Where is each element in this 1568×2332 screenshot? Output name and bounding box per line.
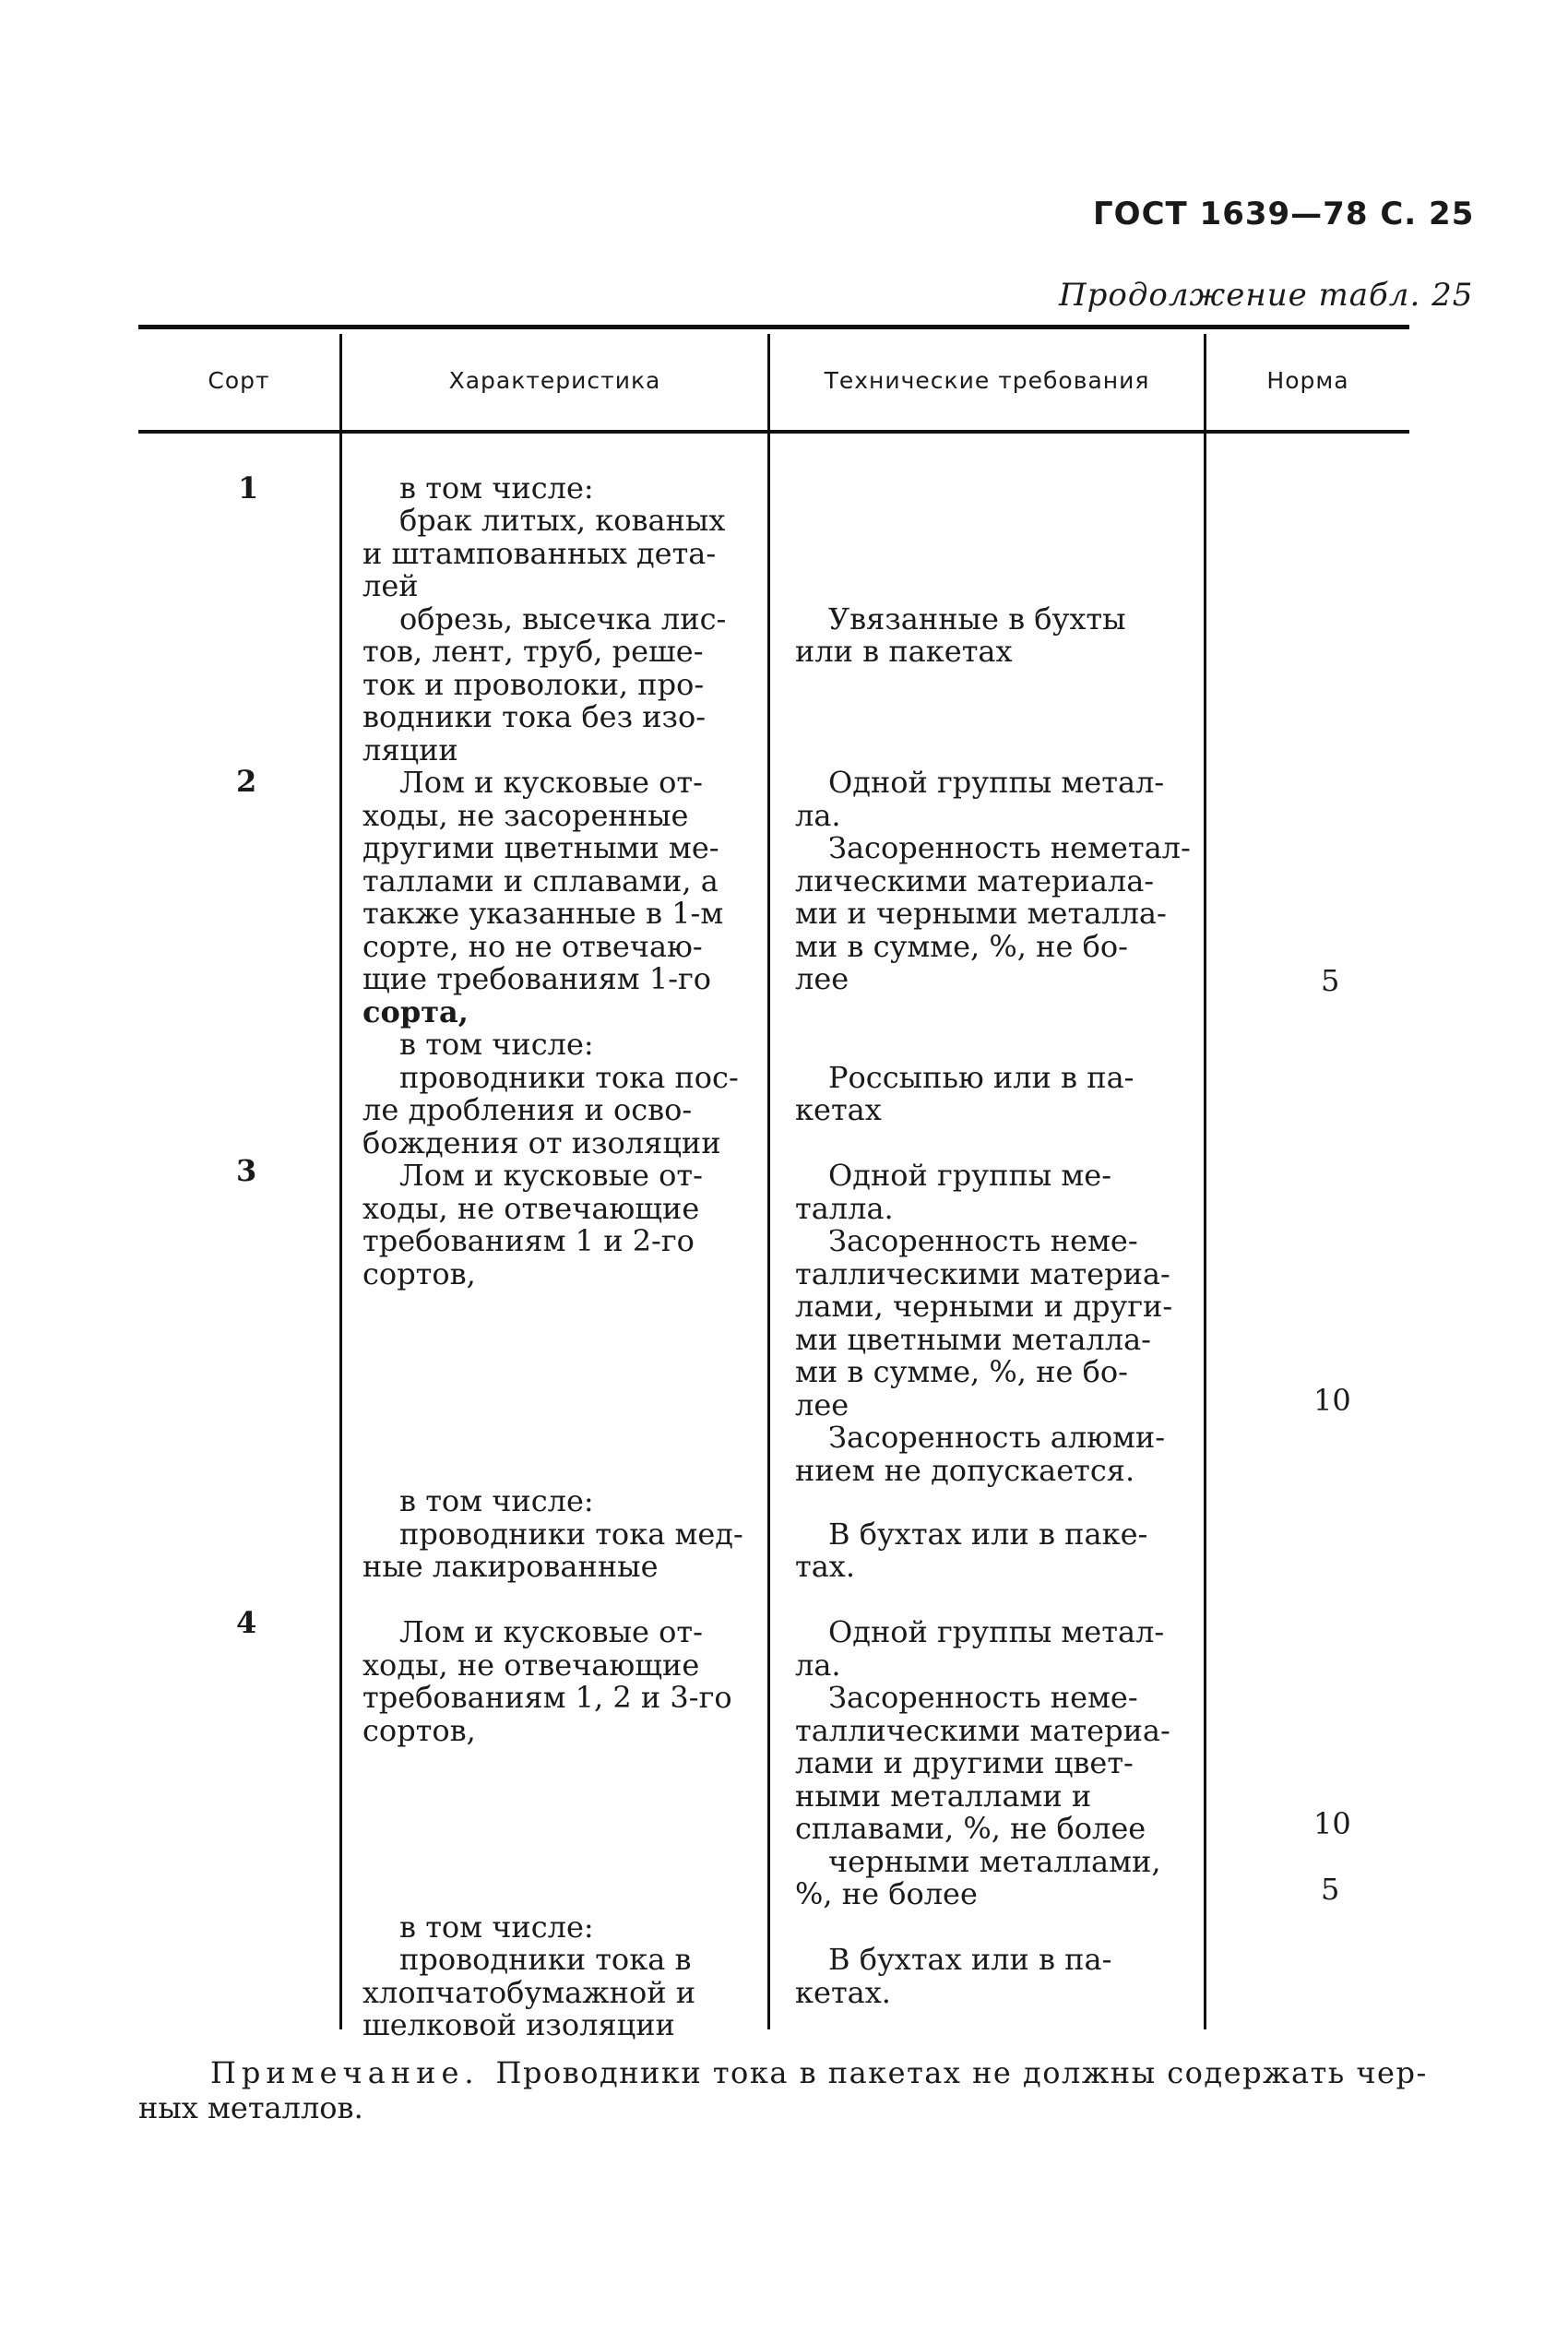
requirement-line: ми и черными металла-: [795, 896, 1167, 931]
requirement-line: лее: [795, 1387, 849, 1422]
requirement-line: ла.: [795, 798, 841, 833]
requirement-line: Увязанные в бухты: [828, 601, 1126, 637]
characteristic-line: ле дробления и осво-: [362, 1092, 693, 1127]
requirement-line: ми в сумме, %, не бо-: [795, 929, 1128, 964]
requirement-line: Россыпью или в па-: [828, 1060, 1134, 1095]
characteristic-line: в том числе:: [399, 1910, 594, 1945]
requirement-line: Одной группы метал-: [828, 765, 1165, 800]
sort-label: 2: [236, 764, 257, 799]
note-label: Примечание.: [210, 2055, 480, 2090]
column-header-sort: Сорт: [208, 367, 270, 394]
requirement-line: лее: [795, 961, 849, 996]
requirement-line: Засоренность неметал-: [828, 830, 1191, 865]
requirement-line: лами, черными и други-: [795, 1289, 1173, 1324]
characteristic-line: и штампованных дета-: [362, 536, 717, 571]
requirement-line: кетах.: [795, 1975, 891, 2010]
characteristic-line: ток и проволоки, про-: [362, 667, 705, 702]
requirement-line: Засоренность алюми-: [828, 1420, 1166, 1455]
requirement-line: Засоренность неме-: [828, 1680, 1138, 1715]
characteristic-line: таллами и сплавами, а: [362, 863, 719, 898]
characteristic-line: Лом и кусковые от-: [399, 1158, 703, 1193]
requirement-line: Одной группы метал-: [828, 1614, 1165, 1649]
norm-value: 5: [1321, 963, 1340, 998]
requirement-line: тах.: [795, 1549, 855, 1584]
sort-label: 3: [236, 1153, 257, 1188]
characteristic-line: обрезь, высечка лис-: [399, 601, 727, 637]
column-divider-1: [339, 334, 342, 2029]
requirement-line: кетах: [795, 1092, 882, 1127]
note: [138, 2055, 1428, 2125]
characteristic-line: проводники тока в: [399, 1942, 692, 1977]
requirement-line: лическими материала-: [795, 863, 1155, 898]
characteristic-line: лей: [362, 568, 419, 603]
characteristic-line: щие требованиям 1-го: [362, 961, 712, 996]
characteristic-line: требованиям 1 и 2-го: [362, 1223, 695, 1258]
characteristic-line: требованиям 1, 2 и 3-го: [362, 1680, 732, 1715]
characteristic-line: проводники тока мед-: [399, 1517, 743, 1552]
requirement-line: таллическими материа-: [795, 1256, 1170, 1291]
column-divider-3: [1204, 334, 1206, 2029]
characteristic-line: хлопчатобумажной и: [362, 1975, 696, 2010]
characteristic-line: ходы, не отвечающие: [362, 1648, 700, 1683]
requirement-line: или в пакетах: [795, 634, 1013, 669]
requirement-line: нием не допускается.: [795, 1453, 1135, 1488]
characteristic-line: бождения от изоляции: [362, 1125, 721, 1160]
column-header-requirements: Технические требования: [824, 367, 1150, 394]
requirement-line: Засоренность неме-: [828, 1223, 1138, 1258]
requirement-line: В бухтах или в паке-: [828, 1517, 1148, 1552]
characteristic-line: в том числе:: [399, 470, 594, 506]
requirement-line: таллическими материа-: [795, 1713, 1170, 1748]
characteristic-line: другими цветными ме-: [362, 830, 719, 865]
requirement-line: ми в сумме, %, не бо-: [795, 1354, 1128, 1389]
requirement-line: %, не более: [795, 1876, 978, 1911]
sort-label: 1: [238, 470, 259, 506]
characteristic-line: Лом и кусковые от-: [399, 765, 703, 800]
table-continuation-caption: Продолжение табл. 25: [1059, 277, 1474, 314]
characteristic-line: сортов,: [362, 1256, 476, 1291]
requirement-line: лами и другими цвет-: [795, 1745, 1134, 1780]
column-header-characteristic: Характеристика: [448, 367, 661, 394]
column-divider-2: [767, 334, 770, 2029]
requirement-line: сплавами, %, не более: [795, 1811, 1146, 1846]
note-text-line2: ных металлов.: [138, 2090, 363, 2125]
characteristic-line: также указанные в 1-м: [362, 896, 724, 931]
characteristic-line: ляции: [362, 732, 458, 767]
characteristic-line: проводники тока пос-: [399, 1060, 739, 1095]
requirement-line: ми цветными металла-: [795, 1322, 1151, 1357]
characteristic-line: сорте, но не отвечаю-: [362, 929, 703, 964]
characteristic-line: в том числе:: [399, 1483, 594, 1518]
characteristic-line: ные лакированные: [362, 1549, 659, 1584]
document-reference: ГОСТ 1639—78 С. 25: [1093, 196, 1475, 232]
requirement-line: талла.: [795, 1191, 894, 1226]
characteristic-line: в том числе:: [399, 1027, 594, 1062]
sort-label: 4: [236, 1605, 257, 1640]
characteristic-line: ходы, не засоренные: [362, 798, 689, 833]
column-header-norm: Норма: [1266, 367, 1349, 394]
norm-value: 10: [1313, 1383, 1351, 1418]
requirement-line: Одной группы ме-: [828, 1158, 1112, 1193]
characteristic-line: сорта,: [362, 994, 469, 1029]
characteristic-line: тов, лент, труб, реше-: [362, 634, 704, 669]
characteristic-line: сортов,: [362, 1713, 476, 1748]
requirement-line: ла.: [795, 1648, 841, 1683]
characteristic-line: водники тока без изо-: [362, 699, 707, 734]
table-header-rule: [138, 430, 1409, 434]
requirement-line: черными металлами,: [828, 1844, 1161, 1879]
requirement-line: В бухтах или в па-: [828, 1942, 1112, 1977]
note-text-line1: Проводники тока в пакетах не должны содержать чер-: [495, 2055, 1428, 2090]
table-top-rule: [138, 325, 1409, 329]
requirement-line: ными металлами и: [795, 1779, 1092, 1814]
norm-value: 5: [1321, 1872, 1340, 1907]
characteristic-line: ходы, не отвечающие: [362, 1191, 700, 1226]
characteristic-line: Лом и кусковые от-: [399, 1614, 703, 1649]
characteristic-line: брак литых, кованых: [399, 503, 726, 538]
norm-value: 10: [1313, 1806, 1351, 1841]
characteristic-line: шелковой изоляции: [362, 2007, 675, 2042]
